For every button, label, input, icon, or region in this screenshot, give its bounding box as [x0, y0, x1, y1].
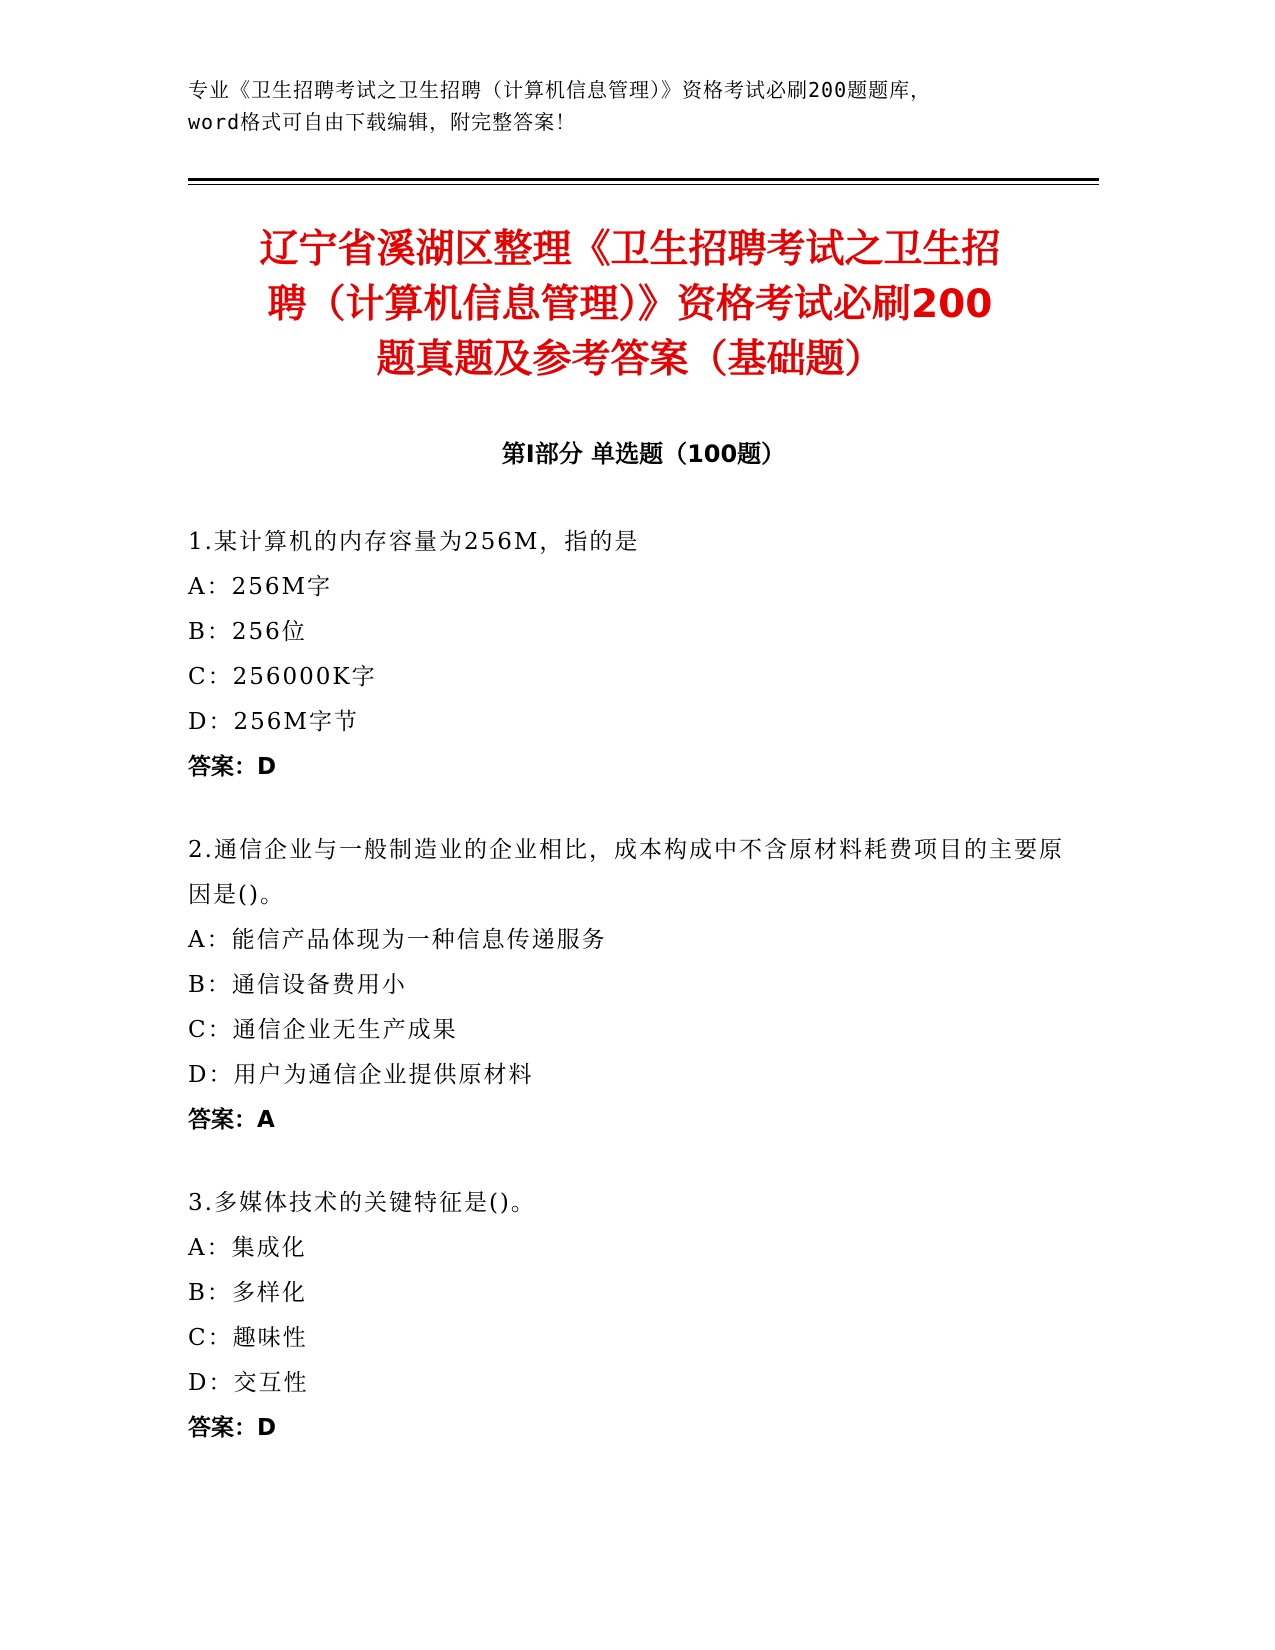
document-title-line-1: 辽宁省溪湖区整理《卫生招聘考试之卫生招 [259, 227, 1001, 272]
option-a: A：256M字 [188, 574, 333, 600]
header-note-line-1: 专业《卫生招聘考试之卫生招聘（计算机信息管理）》资格考试必刷200题题库， [188, 78, 932, 102]
option-c: C：通信企业无生产成果 [188, 1017, 458, 1043]
question-stem: 1.某计算机的内存容量为256M，指的是 [188, 529, 640, 555]
question-stem: 3.多媒体技术的关键特征是()。 [188, 1190, 536, 1216]
header-rule-thin [188, 184, 1099, 185]
question-list [188, 520, 1068, 1489]
document-title-line-3: 题真题及参考答案（基础题） [376, 337, 884, 382]
header-rule-thick [188, 178, 1099, 181]
question-stem: 2.通信企业与一般制造业的企业相比，成本构成中不含原材料耗费项目的主要原因是()。 [188, 837, 1064, 908]
option-b: B：通信设备费用小 [188, 972, 407, 998]
header-note [188, 74, 1088, 138]
option-b: B：256位 [188, 619, 307, 645]
question-2 [188, 828, 1068, 1143]
option-d: D：用户为通信企业提供原材料 [188, 1062, 534, 1088]
section-heading: 第Ⅰ部分 单选题（100题） [501, 440, 786, 468]
header-note-line-2: word格式可自由下载编辑，附完整答案！ [188, 110, 577, 134]
option-a: A：能信产品体现为一种信息传递服务 [188, 927, 607, 953]
answer: 答案：A [188, 1107, 275, 1133]
document-title [190, 222, 1070, 387]
option-b: B：多样化 [188, 1280, 307, 1306]
answer: 答案：D [188, 754, 277, 780]
option-d: D：交互性 [188, 1370, 309, 1396]
answer: 答案：D [188, 1415, 277, 1441]
document-title-line-2: 聘（计算机信息管理）》资格考试必刷200 [267, 282, 993, 327]
option-a: A：集成化 [188, 1235, 307, 1261]
option-d: D：256M字节 [188, 709, 359, 735]
option-c: C：256000K字 [188, 664, 377, 690]
question-3 [188, 1181, 1068, 1451]
question-1 [188, 520, 1068, 790]
option-c: C：趣味性 [188, 1325, 308, 1351]
